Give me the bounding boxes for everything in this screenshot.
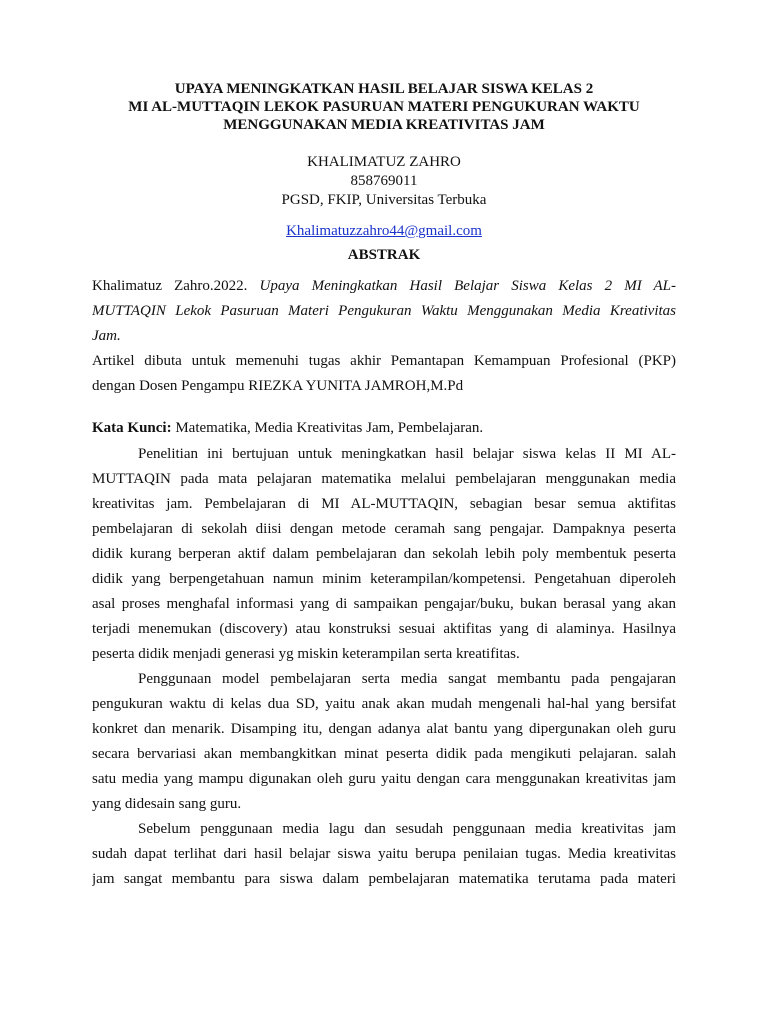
p3-line: jam sangat membantu para siswa dalam pembelajaran matematika terutama pada materi [92,871,676,887]
abstract-heading: ABSTRAK [347,247,421,263]
paper-title [90,80,678,134]
p3-line: Sebelum penggunaan media lagu dan sesudah penggunaan media kreativitas jam [138,821,676,837]
paragraph-1 [92,442,676,667]
p1-line: didik yang berpengetahuan namun minim keterampilan/kompetensi. Pengetahuan diperoleh [92,571,676,587]
affiliation: PGSD, FKIP, Universitas Terbuka [281,192,487,208]
p2-line: secara bervariasi akan membangkitkan minat peserta didik pada mengikuti pelajaran. salah [92,746,676,762]
p2-line: yang didesain sang guru. [92,796,242,812]
p1-line: Penelitian ini bertujuan untuk meningkatkan hasil belajar siswa kelas II MI AL- [138,446,676,462]
title-line-1: UPAYA MENINGKATKAN HASIL BELAJAR SISWA KELAS 2 [174,81,594,97]
p1-line: terjadi menemukan (discovery) atau konstruksi sesuai aktifitas yang di alaminya. Hasilnya [92,621,676,637]
p3-line: sudah dapat terlihat dari hasil belajar siswa yaitu berupa penilaian tugas. Media kreativitas [92,846,676,862]
citation-author-year: Khalimatuz Zahro.2022. [92,278,248,294]
p2-line: Penggunaan model pembelajaran serta media sangat membantu pada pengajaran [138,671,676,687]
paragraph-2 [92,667,676,817]
title-line-3: MENGGUNAKAN MEDIA KREATIVITAS JAM [223,117,545,133]
citation-title-part-1: Upaya Meningkatkan Hasil Belajar Siswa Kelas 2 MI AL- [259,278,676,294]
p1-line: MUTTAQIN pada mata pelajaran matematika melalui pembelajaran menggunakan media [92,471,676,487]
abstract-citation [92,274,676,399]
p1-line: pembelajaran di sekolah diisi dengan metode ceramah sang pengajar. Dampaknya peserta [92,521,676,537]
p1-line: didik kurang berperan aktif dalam pembelajaran dan sekolah lebih poly membentuk peserta [92,546,676,562]
author-block [90,153,678,210]
citation-line-3: Jam. [92,328,121,344]
citation-line-1 [92,274,676,299]
title-line-2: MI AL-MUTTAQIN LEKOK PASURUAN MATERI PENGUKURAN WAKTU [128,99,640,115]
p2-line: pengukuran waktu di kelas dua SD, yaitu anak akan mudah mengenali hal-hal yang bersifat [92,696,676,712]
author-email-link[interactable]: Khalimatuzzahro44@gmail.com [286,223,482,239]
keywords-label: Kata Kunci: [92,420,172,436]
p1-line: asal proses menghafal informasi yang di sampaikan pengajar/buku, bukan berasal yang akan [92,596,676,612]
abstract-body [92,432,676,892]
note-line-1: Artikel dibuta untuk memenuhi tugas akhir Pemantapan Kemampuan Profesional (PKP) [92,353,676,369]
keywords-value: Matematika, Media Kreativitas Jam, Pembelajaran. [171,420,484,436]
paragraph-3 [92,817,676,892]
note-line-2: dengan Dosen Pengampu RIEZKA YUNITA JAMROH,M.Pd [92,378,464,394]
author-name: KHALIMATUZ ZAHRO [307,154,461,170]
citation-line-2: MUTTAQIN Lekok Pasuruan Materi Pengukuran Waktu Menggunakan Media Kreativitas [92,303,676,319]
p2-line: satu media yang mampu digunakan oleh guru yaitu dengan cara menggunakan kreativitas jam [92,771,676,787]
p1-line: kreativitas jam. Pembelajaran di MI AL-MUTTAQIN, sebagian besar semua aktifitas [92,496,676,512]
p2-line: konkret dan menarik. Disamping itu, dengan adanya alat bantu yang dipergunakan oleh guru [92,721,676,737]
student-id: 858769011 [350,173,418,189]
p1-line: peserta didik menjadi generasi yg miskin keterampilan serta kreatifitas. [92,646,520,662]
